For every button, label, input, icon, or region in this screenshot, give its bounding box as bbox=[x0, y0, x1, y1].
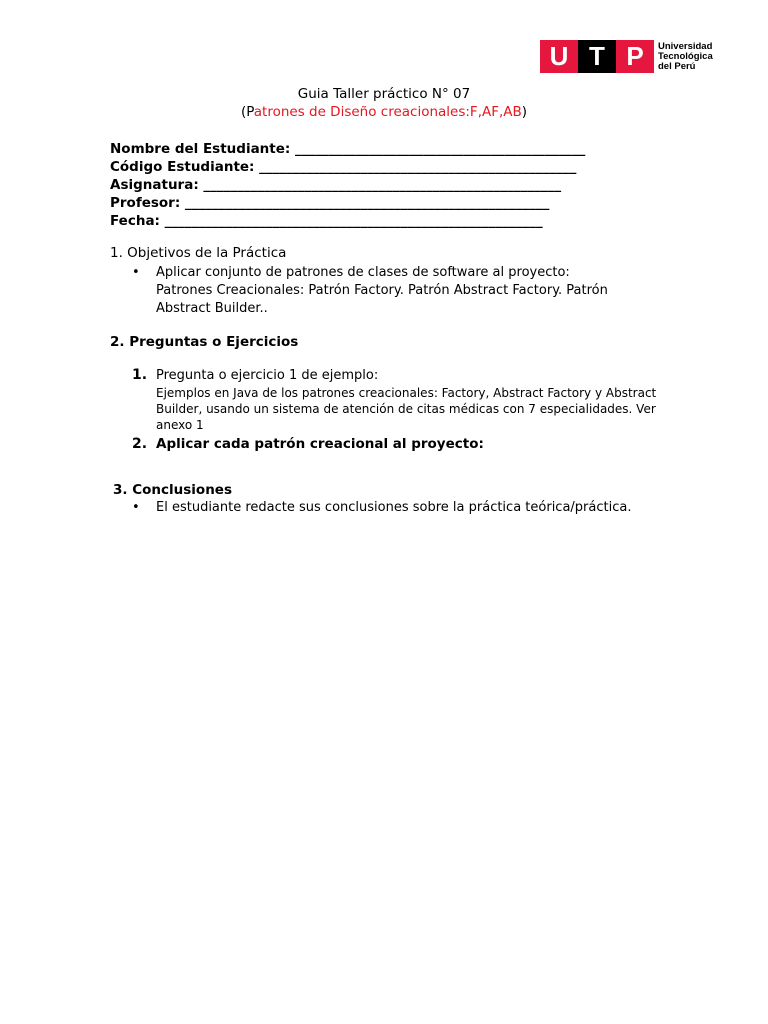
student-info-fields bbox=[110, 140, 585, 230]
objective-line: Abstract Builder.. bbox=[156, 301, 268, 316]
objectives-list bbox=[132, 264, 608, 318]
logo-text-line: del Perú bbox=[658, 60, 696, 72]
date-field: Fecha: ________________________________________________________ bbox=[110, 213, 543, 229]
question-item-2 bbox=[132, 436, 484, 452]
logo-letter-p: P bbox=[626, 41, 644, 71]
course-field: Asignatura: _____________________________________________________ bbox=[110, 177, 562, 193]
question-number: 1. bbox=[132, 367, 148, 383]
section-objectives-heading: 1. Objetivos de la Práctica bbox=[110, 245, 287, 261]
conclusion-line: El estudiante redacte sus conclusiones sobre la práctica teórica/práctica. bbox=[156, 500, 632, 515]
question-title: Pregunta o ejercicio 1 de ejemplo: bbox=[156, 368, 379, 383]
logo-wordmark bbox=[658, 42, 713, 72]
question-title: Aplicar cada patrón creacional al proyecto: bbox=[156, 436, 484, 452]
professor-field: Profesor: ______________________________________________________ bbox=[110, 195, 550, 211]
logo-text-line: Universidad bbox=[658, 40, 713, 52]
section-questions-heading: 2. Preguntas o Ejercicios bbox=[110, 334, 299, 350]
question-line: Ejemplos en Java de los patrones creacionales: Factory, Abstract Factory y Abstract bbox=[156, 386, 657, 400]
objective-line: Aplicar conjunto de patrones de clases de software al proyecto: bbox=[156, 265, 570, 280]
subtitle-close: ) bbox=[521, 104, 528, 120]
bullet-marker: • bbox=[132, 265, 140, 280]
student-code-field: Código Estudiante: _______________________________________________ bbox=[110, 159, 577, 175]
question-line: anexo 1 bbox=[156, 418, 204, 432]
logo-letter-t: T bbox=[578, 40, 616, 73]
question-item-1 bbox=[132, 367, 656, 433]
document-title: Guia Taller práctico N° 07 bbox=[297, 86, 471, 102]
utp-logo-mark bbox=[540, 40, 654, 73]
conclusions-list bbox=[132, 499, 631, 517]
question-number: 2. bbox=[132, 436, 148, 452]
subtitle-open: (P bbox=[240, 104, 254, 120]
list-item bbox=[132, 264, 608, 318]
subtitle-topic: atrones de Diseño creacionales:F,AF,AB bbox=[253, 104, 522, 120]
list-item bbox=[132, 499, 631, 517]
logo-text-line: Tecnológica bbox=[658, 50, 713, 62]
logo-letter-u: U bbox=[549, 41, 569, 71]
utp-logo bbox=[540, 40, 713, 73]
section-conclusions-heading: 3. Conclusiones bbox=[113, 482, 232, 498]
objective-line: Patrones Creacionales: Patrón Factory. Patrón Abstract Factory. Patrón bbox=[156, 283, 608, 298]
question-line: Builder, usando un sistema de atención de citas médicas con 7 especialidades. Ver bbox=[156, 402, 656, 416]
bullet-marker: • bbox=[132, 500, 140, 515]
student-name-field: Nombre del Estudiante: ___________________________________________ bbox=[110, 141, 586, 157]
document-subtitle bbox=[0, 104, 768, 120]
